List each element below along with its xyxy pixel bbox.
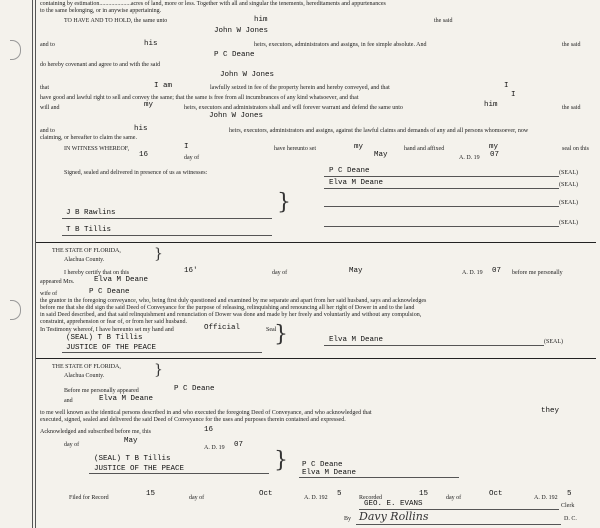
section-divider bbox=[36, 358, 596, 359]
recorded-month: Oct bbox=[489, 490, 503, 498]
execution-month: May bbox=[374, 151, 388, 159]
deed-line: that bbox=[40, 85, 49, 91]
signature-line bbox=[324, 206, 559, 207]
clerk-name: GEO. E. EVANS bbox=[364, 500, 423, 508]
deed-line: will and bbox=[40, 105, 60, 111]
county-heading: Alachua County. bbox=[64, 373, 105, 379]
grantor-signature: P C Deane bbox=[329, 167, 370, 175]
ack2-line: Before me personally appeared bbox=[64, 388, 139, 394]
grantor-name: P C Deane bbox=[174, 385, 215, 393]
cert-line: day of bbox=[272, 270, 288, 276]
ack-year: 07 bbox=[492, 267, 502, 275]
grantee-name: John W Jones bbox=[214, 27, 269, 35]
deed-line: have good and lawful right to sell and convey the same; that the same is free from all incumbrances of any kind whatsoever, and that bbox=[40, 95, 359, 101]
grantor-name: P C Deane bbox=[214, 51, 255, 59]
signature-line bbox=[62, 352, 262, 353]
ack2-year: 07 bbox=[234, 441, 244, 449]
grantor-pronoun: my bbox=[144, 101, 154, 109]
grantor-pronoun: my bbox=[354, 143, 364, 151]
ack2-line: day of bbox=[64, 442, 80, 448]
deed-line: heirs, executors, administrators and assigns, in fee simple absolute. And bbox=[254, 42, 427, 48]
grantee-pronoun: his bbox=[134, 125, 148, 133]
cert-line: I hereby certify that on this bbox=[64, 270, 130, 276]
grantor-signature: Elva M Deane bbox=[329, 179, 384, 187]
binder-ring-icon bbox=[10, 300, 21, 320]
deputy-signature-icon: Davy Rollins bbox=[359, 510, 429, 523]
dc-label: D. C. bbox=[564, 516, 577, 522]
record-line: A. D. 192 bbox=[534, 495, 558, 501]
brace-mark: } bbox=[154, 362, 163, 378]
record-line: day of bbox=[446, 495, 462, 501]
wife-name: Elva M Deane bbox=[94, 276, 149, 284]
deed-line: heirs, executors and administrators shall and will forever warrant and defend the same unto bbox=[184, 105, 403, 111]
deed-line: lawfully seized in fee of the property herein and hereby conveyed, and that bbox=[210, 85, 390, 91]
they-word: they bbox=[541, 407, 560, 415]
justice-signature: (SEAL) T B Tillis bbox=[66, 334, 143, 342]
cert-line: before me personally bbox=[512, 270, 563, 276]
signature-line bbox=[356, 524, 561, 525]
grantor-pronoun: my bbox=[489, 143, 499, 151]
signature-line bbox=[89, 473, 269, 474]
seal-label: (SEAL) bbox=[544, 339, 563, 345]
grantee-pronoun: him bbox=[484, 101, 498, 109]
ack-body: in said Deed described, and that said relinquishment and renunciation of Dower was done and made by her freely and voluntarily and without any compulsion, bbox=[40, 312, 422, 318]
justice-signature: (SEAL) T B Tillis bbox=[94, 455, 171, 463]
deed-line: the said bbox=[562, 105, 581, 111]
grantee-pronoun: him bbox=[254, 16, 268, 24]
deed-line: heirs, executors, administrators and assigns, against the lawful claims and demands of any and all persons whomsoever, now bbox=[229, 128, 529, 134]
seal-label: (SEAL) bbox=[559, 182, 578, 188]
recorded-year: 5 bbox=[567, 490, 572, 498]
signature-line bbox=[324, 226, 559, 227]
justice-title: JUSTICE OF THE PEACE bbox=[94, 465, 185, 473]
recorded-day: 15 bbox=[419, 490, 429, 498]
grantor-pronoun: I bbox=[511, 91, 516, 99]
grantee-name: John W Jones bbox=[220, 71, 275, 79]
record-line: Recorded bbox=[359, 495, 382, 501]
execution-day: 16 bbox=[139, 151, 149, 159]
wife-signature: Elva M Deane bbox=[302, 469, 357, 477]
witness-label: Signed, sealed and delivered in presence of us as witnesses: bbox=[64, 170, 208, 176]
witness-clause: have hereunto set bbox=[274, 146, 316, 152]
ack2-month: May bbox=[124, 437, 138, 445]
record-line: A. D. 192 bbox=[304, 495, 328, 501]
brace-mark: } bbox=[154, 246, 163, 262]
record-line: Filed for Record bbox=[69, 495, 109, 501]
section-divider bbox=[36, 242, 596, 243]
record-line: day of bbox=[189, 495, 205, 501]
ack2-line: Acknowledged and subscribed before me, this bbox=[40, 429, 151, 435]
deed-line: to the same belonging, or in anywise appertaining. bbox=[40, 8, 162, 14]
grantor-pronoun: I bbox=[504, 82, 509, 90]
official-word: Official bbox=[204, 324, 241, 332]
ack2-line: to me well known as the identical persons described in and who executed the foregoing Deed of Conveyance, and who acknowledged that bbox=[40, 410, 372, 416]
signature-line bbox=[324, 188, 559, 189]
ack2-line: A. D. 19 bbox=[204, 445, 225, 451]
signature-line bbox=[62, 218, 272, 219]
filed-year: 5 bbox=[337, 490, 342, 498]
justice-title: JUSTICE OF THE PEACE bbox=[66, 344, 157, 352]
witness-clause: A. D. 19 bbox=[459, 155, 480, 161]
binder-ring-icon bbox=[10, 40, 21, 60]
cert-line: wife of bbox=[40, 291, 58, 297]
signature-line bbox=[324, 176, 559, 177]
ack-body: before me that she did sign the said Deed of Conveyance for the purpose of releasing, relinquishing and renouncing all her right of Dower in and to the land bbox=[40, 305, 415, 311]
deed-line: and to bbox=[40, 128, 55, 134]
wife-name: Elva M Deane bbox=[99, 395, 154, 403]
brace-mark: } bbox=[274, 448, 288, 473]
signature-line bbox=[299, 477, 459, 478]
wife-signature: Elva M Deane bbox=[329, 336, 384, 344]
ack2-day: 16 bbox=[204, 426, 214, 434]
witness-clause: seal on this bbox=[562, 146, 589, 152]
witness-signature: T B Tillis bbox=[66, 226, 112, 234]
ack-body: the grantor in the foregoing conveyance, who, being first duly questioned and examined by me separate and apart from her said husband, says and acknowledges bbox=[40, 298, 427, 304]
cert-line: appeared Mrs. bbox=[40, 279, 75, 285]
grantor-signature: P C Deane bbox=[302, 461, 343, 469]
state-heading: THE STATE OF FLORIDA, bbox=[52, 248, 121, 254]
ack-month: May bbox=[349, 267, 363, 275]
testimony-line: In Testimony whereof, I have hereunto set my hand and bbox=[40, 327, 174, 333]
witness-clause: IN WITNESS WHEREOF, bbox=[64, 146, 130, 152]
binder-edge bbox=[4, 0, 26, 528]
state-heading: THE STATE OF FLORIDA, bbox=[52, 364, 121, 370]
grantor-pronoun: I bbox=[184, 143, 189, 151]
brace-mark: } bbox=[277, 190, 291, 215]
grantee-pronoun: his bbox=[144, 40, 158, 48]
margin-rule bbox=[35, 0, 36, 528]
deed-line: TO HAVE AND TO HOLD, the same unto bbox=[64, 18, 168, 24]
deed-line: containing by estimation.....................acres of land, more or less. Together with all and singular the tenements, hereditaments and appurtenances bbox=[40, 1, 386, 7]
seal-label: (SEAL) bbox=[559, 220, 578, 226]
filed-month: Oct bbox=[259, 490, 273, 498]
deed-line: claiming, or hereafter to claim the same. bbox=[40, 135, 137, 141]
by-label: By bbox=[344, 516, 352, 522]
husband-name: P C Deane bbox=[89, 288, 130, 296]
margin-rule bbox=[32, 0, 33, 528]
ack2-line: executed, signed, sealed and delivered the said Deed of Conveyance for the uses and purposes therein contained and expressed. bbox=[40, 417, 346, 423]
seal-label: (SEAL) bbox=[559, 170, 578, 176]
deed-line: the said bbox=[562, 42, 581, 48]
clerk-label: Clerk bbox=[561, 503, 575, 509]
deed-line: and to bbox=[40, 42, 55, 48]
grantor-pronoun: I am bbox=[154, 82, 173, 90]
cert-line: A. D. 19 bbox=[462, 270, 483, 276]
brace-mark: } bbox=[274, 322, 288, 347]
witness-clause: hand and affixed bbox=[404, 146, 445, 152]
county-heading: Alachua County. bbox=[64, 257, 105, 263]
deed-line: do hereby covenant and agree to and with the said bbox=[40, 62, 161, 68]
signature-line bbox=[62, 235, 272, 236]
witness-signature: J B Rawlins bbox=[66, 209, 116, 217]
seal-label: (SEAL) bbox=[559, 200, 578, 206]
ack-body: constraint, apprehension or fear of, or from her said husband. bbox=[40, 319, 187, 325]
signature-line bbox=[324, 345, 544, 346]
ack-day: 16' bbox=[184, 267, 198, 275]
filed-day: 15 bbox=[146, 490, 156, 498]
testimony-line: Seal bbox=[266, 327, 277, 333]
grantee-name: John W Jones bbox=[209, 112, 264, 120]
witness-clause: day of bbox=[184, 155, 200, 161]
deed-page bbox=[4, 0, 596, 528]
deed-line: the said bbox=[434, 18, 453, 24]
ack2-line: and bbox=[64, 398, 73, 404]
execution-year: 07 bbox=[490, 151, 500, 159]
